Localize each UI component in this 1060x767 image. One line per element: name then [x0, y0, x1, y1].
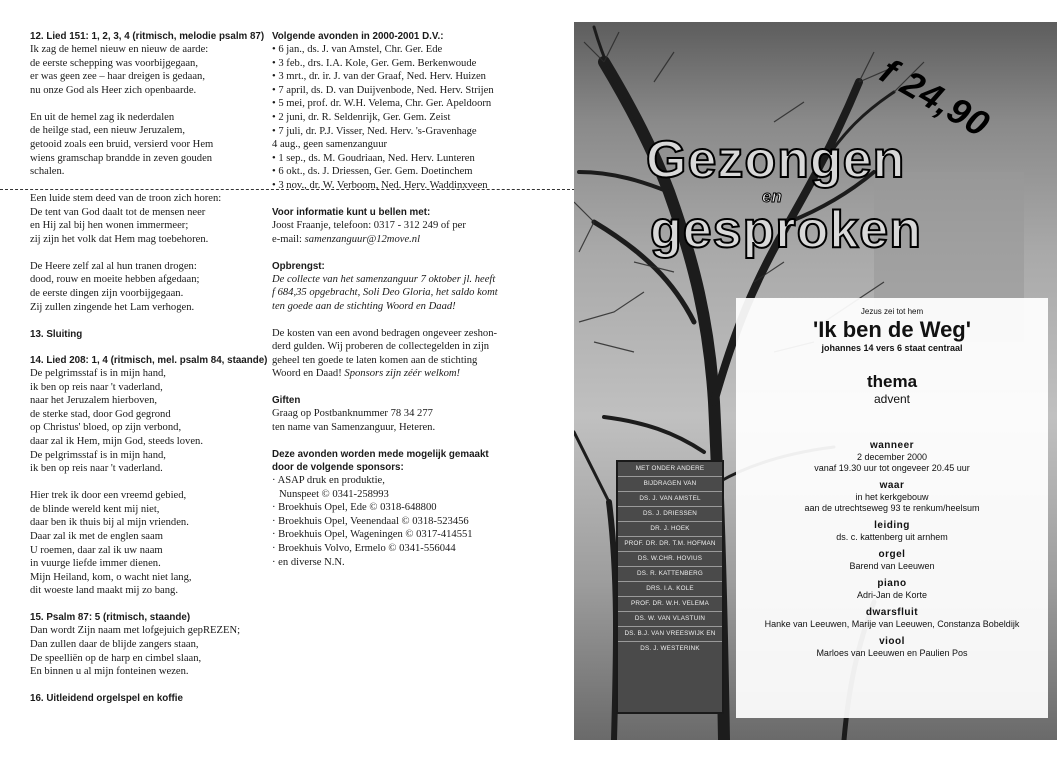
schedule-item: • 5 mei, prof. dr. W.H. Velema, Chr. Ger. Apeldoorn: [272, 98, 492, 110]
schedule-item: • 6 jan., ds. J. van Amstel, Chr. Ger. Ede: [272, 44, 443, 55]
verse-2: [30, 489, 268, 598]
verse-line: En uit de hemel zag ik nederdalen: [30, 111, 175, 123]
info-email-line: [272, 233, 504, 247]
section-14-heading: 14. Lied 208: 1, 4 (ritmisch, mel. psalm 84, staande): [30, 355, 268, 367]
sponsors-heading: Deze avonden worden mede mogelijk gemaakt: [272, 449, 489, 461]
contributors-sign: [616, 460, 724, 714]
verse-line: Mijn Heiland, kom, o wacht niet lang,: [30, 571, 192, 583]
verse-line: daar ben ik thuis bij al mijn vrienden.: [30, 517, 189, 529]
leiding-value: ds. c. kattenberg uit arnhem: [836, 532, 948, 542]
headline: 'Ik ben de Weg': [813, 317, 971, 342]
verse-line: en Hij zal bij hen wonen immermeer;: [30, 220, 189, 232]
opbrengst-line: De collecte van het samenzanguur 7 oktober jl. heeft: [272, 273, 496, 285]
orgel-label: orgel: [878, 549, 906, 560]
kosten-line: De kosten van een avond bedragen ongeveer zeshon-: [272, 327, 498, 339]
event-panel: [736, 298, 1048, 718]
verse-line: de blinde wereld kent mij niet,: [30, 503, 160, 515]
verse-1: [30, 367, 268, 476]
schedule-item: • 1 sep., ds. M. Goudriaan, Ned. Herv. Lunteren: [272, 152, 475, 164]
opbrengst-heading: Opbrengst:: [272, 260, 325, 272]
thema-value: advent: [873, 392, 911, 406]
sign-line: DS. J. WESTERINK: [640, 645, 700, 652]
schedule-item: • 7 april, ds. D. van Duijvenbode, Ned. Herv. Strijen: [272, 84, 494, 96]
section-15-heading: 15. Psalm 87: 5 (ritmisch, staande): [30, 612, 191, 624]
opbrengst-line: ten goede aan de stichting Woord en Daad!: [272, 300, 456, 312]
tagline: Jezus zei tot hem: [860, 307, 924, 316]
verse-line: De pelgrimsstaf is in mijn hand,: [30, 368, 166, 380]
sponsor-item: Nunspeet © 0341-258993: [279, 488, 389, 500]
sponsors-heading: door de volgende sponsors:: [272, 462, 404, 474]
dwarsfluit-label: dwarsfluit: [865, 607, 919, 618]
verse-line: U roemen, daar zal ik uw naam: [30, 544, 163, 556]
sponsor-item: · Broekhuis Opel, Ede © 0318-648800: [272, 502, 437, 514]
verse-line: Daar zal ik met de englen saam: [30, 530, 163, 542]
wanneer-time: vanaf 19.30 uur tot ongeveer 20.45 uur: [814, 463, 970, 473]
section-12-heading: 12. Lied 151: 1, 2, 3, 4 (ritmisch, melodie psalm 87): [30, 31, 265, 42]
sponsors-welcome: Sponsors zijn zéér welkom!: [344, 368, 461, 380]
schedule-item: • 6 okt., ds. J. Driessen, Ger. Gem. Doetinchem: [272, 166, 473, 178]
schedule-item: • 3 feb., drs. I.A. Kole, Ger. Gem. Berkenwoude: [272, 57, 477, 69]
verse-line: En binnen u al mijn fonteinen wezen.: [30, 666, 189, 678]
viool-value: Marloes van Leeuwen en Paulien Pos: [816, 648, 968, 658]
bible-reference: johannes 14 vers 6 staat centraal: [821, 343, 963, 353]
sign-line: DS. W. VAN VLASTUIN: [618, 612, 722, 627]
sign-line: DS. B.J. VAN VREESWIJK EN: [618, 627, 722, 642]
section-16-heading: 16. Uitleidend orgelspel en koffie: [30, 693, 183, 705]
cover-page: [574, 22, 1057, 740]
giften-line: Graag op Postbanknummer 78 34 277: [272, 408, 433, 420]
waar-label: waar: [879, 480, 905, 491]
waar-line: aan de utrechtseweg 93 te renkum/heelsum: [804, 503, 980, 513]
verse-line: de eerste dingen zijn voorbijgegaan.: [30, 288, 184, 300]
sign-line: PROF. DR. DR. T.M. HOFMAN: [618, 537, 722, 552]
kosten-text: Woord en Daad!: [272, 368, 345, 380]
verse-line: op Christus' bloed, op zijn verbond,: [30, 422, 182, 434]
verse-line: daar zal ik Hem, mijn God, steeds loven.: [30, 436, 203, 448]
thema-label: thema: [866, 372, 918, 391]
verse-line: nu onze God als Heer zich openbaarde.: [30, 84, 197, 96]
viool-label: viool: [879, 636, 905, 647]
piano-value: Adri-Jan de Korte: [856, 590, 928, 600]
verse-line: de eerste schepping was voorbijgegaan,: [30, 57, 198, 69]
kosten-line: derd gulden. Wij proberen de collectegelden in zijn: [272, 341, 490, 353]
sign-line: DS. W.CHR. HOVIUS: [618, 552, 722, 567]
wanneer-label: wanneer: [869, 440, 915, 451]
giften-line: ten name van Samenzanguur, Heteren.: [272, 422, 436, 434]
sponsor-item: · Broekhuis Opel, Veenendaal © 0318-523456: [272, 515, 469, 527]
verse-line: in vuurge liefde immer dienen.: [30, 558, 161, 570]
sign-line: DS. J. DRIESSEN: [618, 507, 722, 522]
piano-label: piano: [877, 578, 907, 589]
dwarsfluit-value: Hanke van Leeuwen, Marije van Leeuwen, Constanza Bobeldijk: [764, 619, 1020, 629]
verse-line: schalen.: [30, 166, 65, 178]
verse-line: Dan wordt Zijn naam met lofgejuich gepREZEN;: [30, 625, 241, 637]
verse-line: ik ben op reis naar 't vaderland.: [30, 463, 163, 475]
verse-line: Hier trek ik door een vreemd gebied,: [30, 490, 187, 502]
giften-heading: Giften: [272, 395, 301, 407]
verse-line: ik ben op reis naar 't vaderland,: [30, 381, 163, 393]
schedule-heading: Volgende avonden in 2000-2001 D.V.:: [272, 31, 444, 42]
verse-3: [30, 192, 268, 246]
verse-line: De Heere zelf zal al hun tranen drogen:: [30, 260, 197, 272]
email-prefix: e-mail:: [272, 233, 305, 245]
verse-line: er was geen zee – haar dreigen is gedaan,: [30, 71, 205, 83]
title-en: en: [762, 187, 782, 206]
sign-line: BIJDRAGEN VAN: [618, 477, 722, 492]
verse-line: dood, rouw en moeite hebben afgedaan;: [30, 274, 200, 286]
kosten-line: [272, 367, 504, 381]
verse-1: [30, 624, 268, 678]
verse-line: de heilge stad, een nieuw Jeruzalem,: [30, 125, 186, 137]
verse-line: getooid zoals een bruid, versierd voor Hem: [30, 138, 214, 150]
sign-line: DRS. I.A. KOLE: [618, 582, 722, 597]
info-phone: Joost Fraanje, telefoon: 0317 - 312 249 of per: [272, 219, 466, 231]
waar-line: in het kerkgebouw: [855, 492, 929, 502]
title-gezongen: Gezongen: [646, 131, 906, 189]
verse-line: De tent van God daalt tot de mensen neer: [30, 206, 206, 218]
title-gesproken: gesproken: [650, 201, 922, 259]
sign-line: PROF. DR. W.H. VELEMA: [618, 597, 722, 612]
schedule-list: [272, 43, 504, 193]
price-tag: f 24,90: [873, 50, 998, 146]
sign-line: DR. J. HOEK: [618, 522, 722, 537]
kosten-line: geheel ten goede te laten komen aan de stichting: [272, 354, 478, 366]
verse-1: [30, 43, 268, 97]
verse-line: wiens gramschap brandde in zeven gouden: [30, 152, 213, 164]
wanneer-date: 2 december 2000: [856, 452, 928, 462]
sponsor-item: · Broekhuis Opel, Wageningen © 0317-414551: [272, 529, 473, 541]
schedule-item: • 7 juli, dr. P.J. Visser, Ned. Herv. 's-Gravenhage: [272, 125, 477, 137]
verse-line: zij zijn het volk dat Hem mag toebehoren.: [30, 233, 209, 245]
sponsors-list: [272, 474, 504, 569]
email-link[interactable]: samenzanguur@12move.nl: [304, 233, 421, 245]
sign-line: DS. J. VAN AMSTEL: [618, 492, 722, 507]
sponsor-item: · ASAP druk en produktie,: [272, 475, 385, 487]
verse-line: dit woeste land maakt mij zo bang.: [30, 585, 178, 597]
verse-line: naar het Jeruzalem hierboven,: [30, 395, 158, 407]
info-column: [272, 30, 504, 569]
sign-line: MET ONDER ANDERE: [618, 462, 722, 477]
verse-line: Dan zullen daar de blijde zangers staan,: [30, 638, 199, 650]
sponsor-item: · Broekhuis Volvo, Ermelo © 0341-556044: [272, 542, 456, 554]
info-heading: Voor informatie kunt u bellen met:: [272, 206, 431, 218]
leiding-label: leiding: [874, 520, 910, 531]
verse-line: Een luide stem deed van de troon zich horen:: [30, 193, 222, 205]
verse-line: de sterke stad, door God gegrond: [30, 408, 171, 420]
verse-4: [30, 260, 268, 314]
verse-line: Zij zullen zingende het Lam verhogen.: [30, 301, 195, 313]
verse-2: [30, 111, 268, 179]
hymn-column: [30, 30, 268, 705]
schedule-item: 4 aug., geen samenzanguur: [272, 139, 388, 151]
opbrengst-line: f 684,35 opgebracht, Soli Deo Gloria, het saldo komt: [272, 287, 498, 299]
section-13-heading: 13. Sluiting: [30, 328, 83, 340]
verse-line: De speelliën op de harp en cimbel slaan,: [30, 652, 202, 664]
verse-line: De pelgrimsstaf is in mijn hand,: [30, 449, 166, 461]
schedule-item: • 2 juni, dr. R. Seldenrijk, Ger. Gem. Zeist: [272, 111, 451, 123]
verse-line: Ik zag de hemel nieuw en nieuw de aarde:: [30, 44, 209, 55]
sign-line: DS. R. KATTENBERG: [618, 567, 722, 582]
sponsor-item: · en diverse N.N.: [272, 556, 345, 568]
schedule-item: • 3 nov., dr. W. Verboom, Ned. Herv. Waddinxveen: [272, 179, 488, 191]
schedule-item: • 3 mrt., dr. ir. J. van der Graaf, Ned. Herv. Huizen: [272, 71, 486, 83]
orgel-value: Barend van Leeuwen: [849, 561, 935, 571]
